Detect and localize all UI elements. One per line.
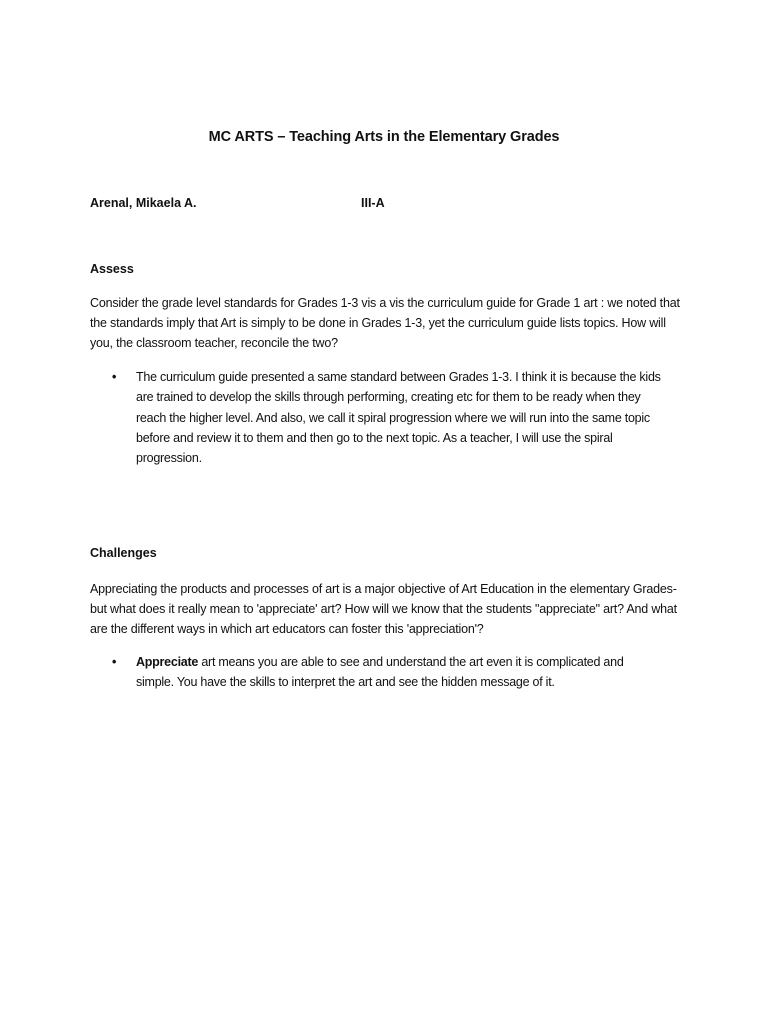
bullet-icon: • [112,370,117,384]
assess-answer-text: The curriculum guide presented a same standard between Grades 1-3. I think it is because the kids are trained to develop the skills through performing, creating etc for them to be ready when they reach the higher level. And also, we call it spiral progression where we will run into the same topic before and review it to them and then go to the next topic. As a teacher, I will use the spiral progression. [136,370,661,466]
bullet-icon: • [112,655,117,669]
assess-prompt: Consider the grade level standards for Grades 1-3 vis a vis the curriculum guide for Grade 1 art : we noted that the standards imply that Art is simply to be done in Grades 1-3, yet the curriculum guide lists topics. How will you, the classroom teacher, reconcile the two? [90,296,680,350]
student-info [90,196,690,216]
challenges-prompt: Appreciating the products and processes of art is a major objective of Art Education in the elementary Grades- but what does it really mean to 'appreciate' art? How will we know that the students "appreciate" art? And what are the different ways in which art educators can foster this 'appreciation'? [90,582,677,636]
document-title: MC ARTS – Teaching Arts in the Elementary Grades [208,129,560,145]
challenges-answer-lead: Appreciate [136,655,199,669]
section-heading-assess: Assess [90,262,134,276]
student-section: III-A [361,196,385,210]
challenges-answer-body: art means you are able to see and understand the art even it is complicated and simple. You have the skills to interpret the art and see the hidden message of it. [136,655,624,690]
student-name: Arenal, Mikaela A. [90,196,197,210]
challenges-answer-text [136,652,636,693]
assess-answer [112,367,682,468]
challenges-answer [112,652,682,693]
section-heading-challenges: Challenges [90,546,157,560]
